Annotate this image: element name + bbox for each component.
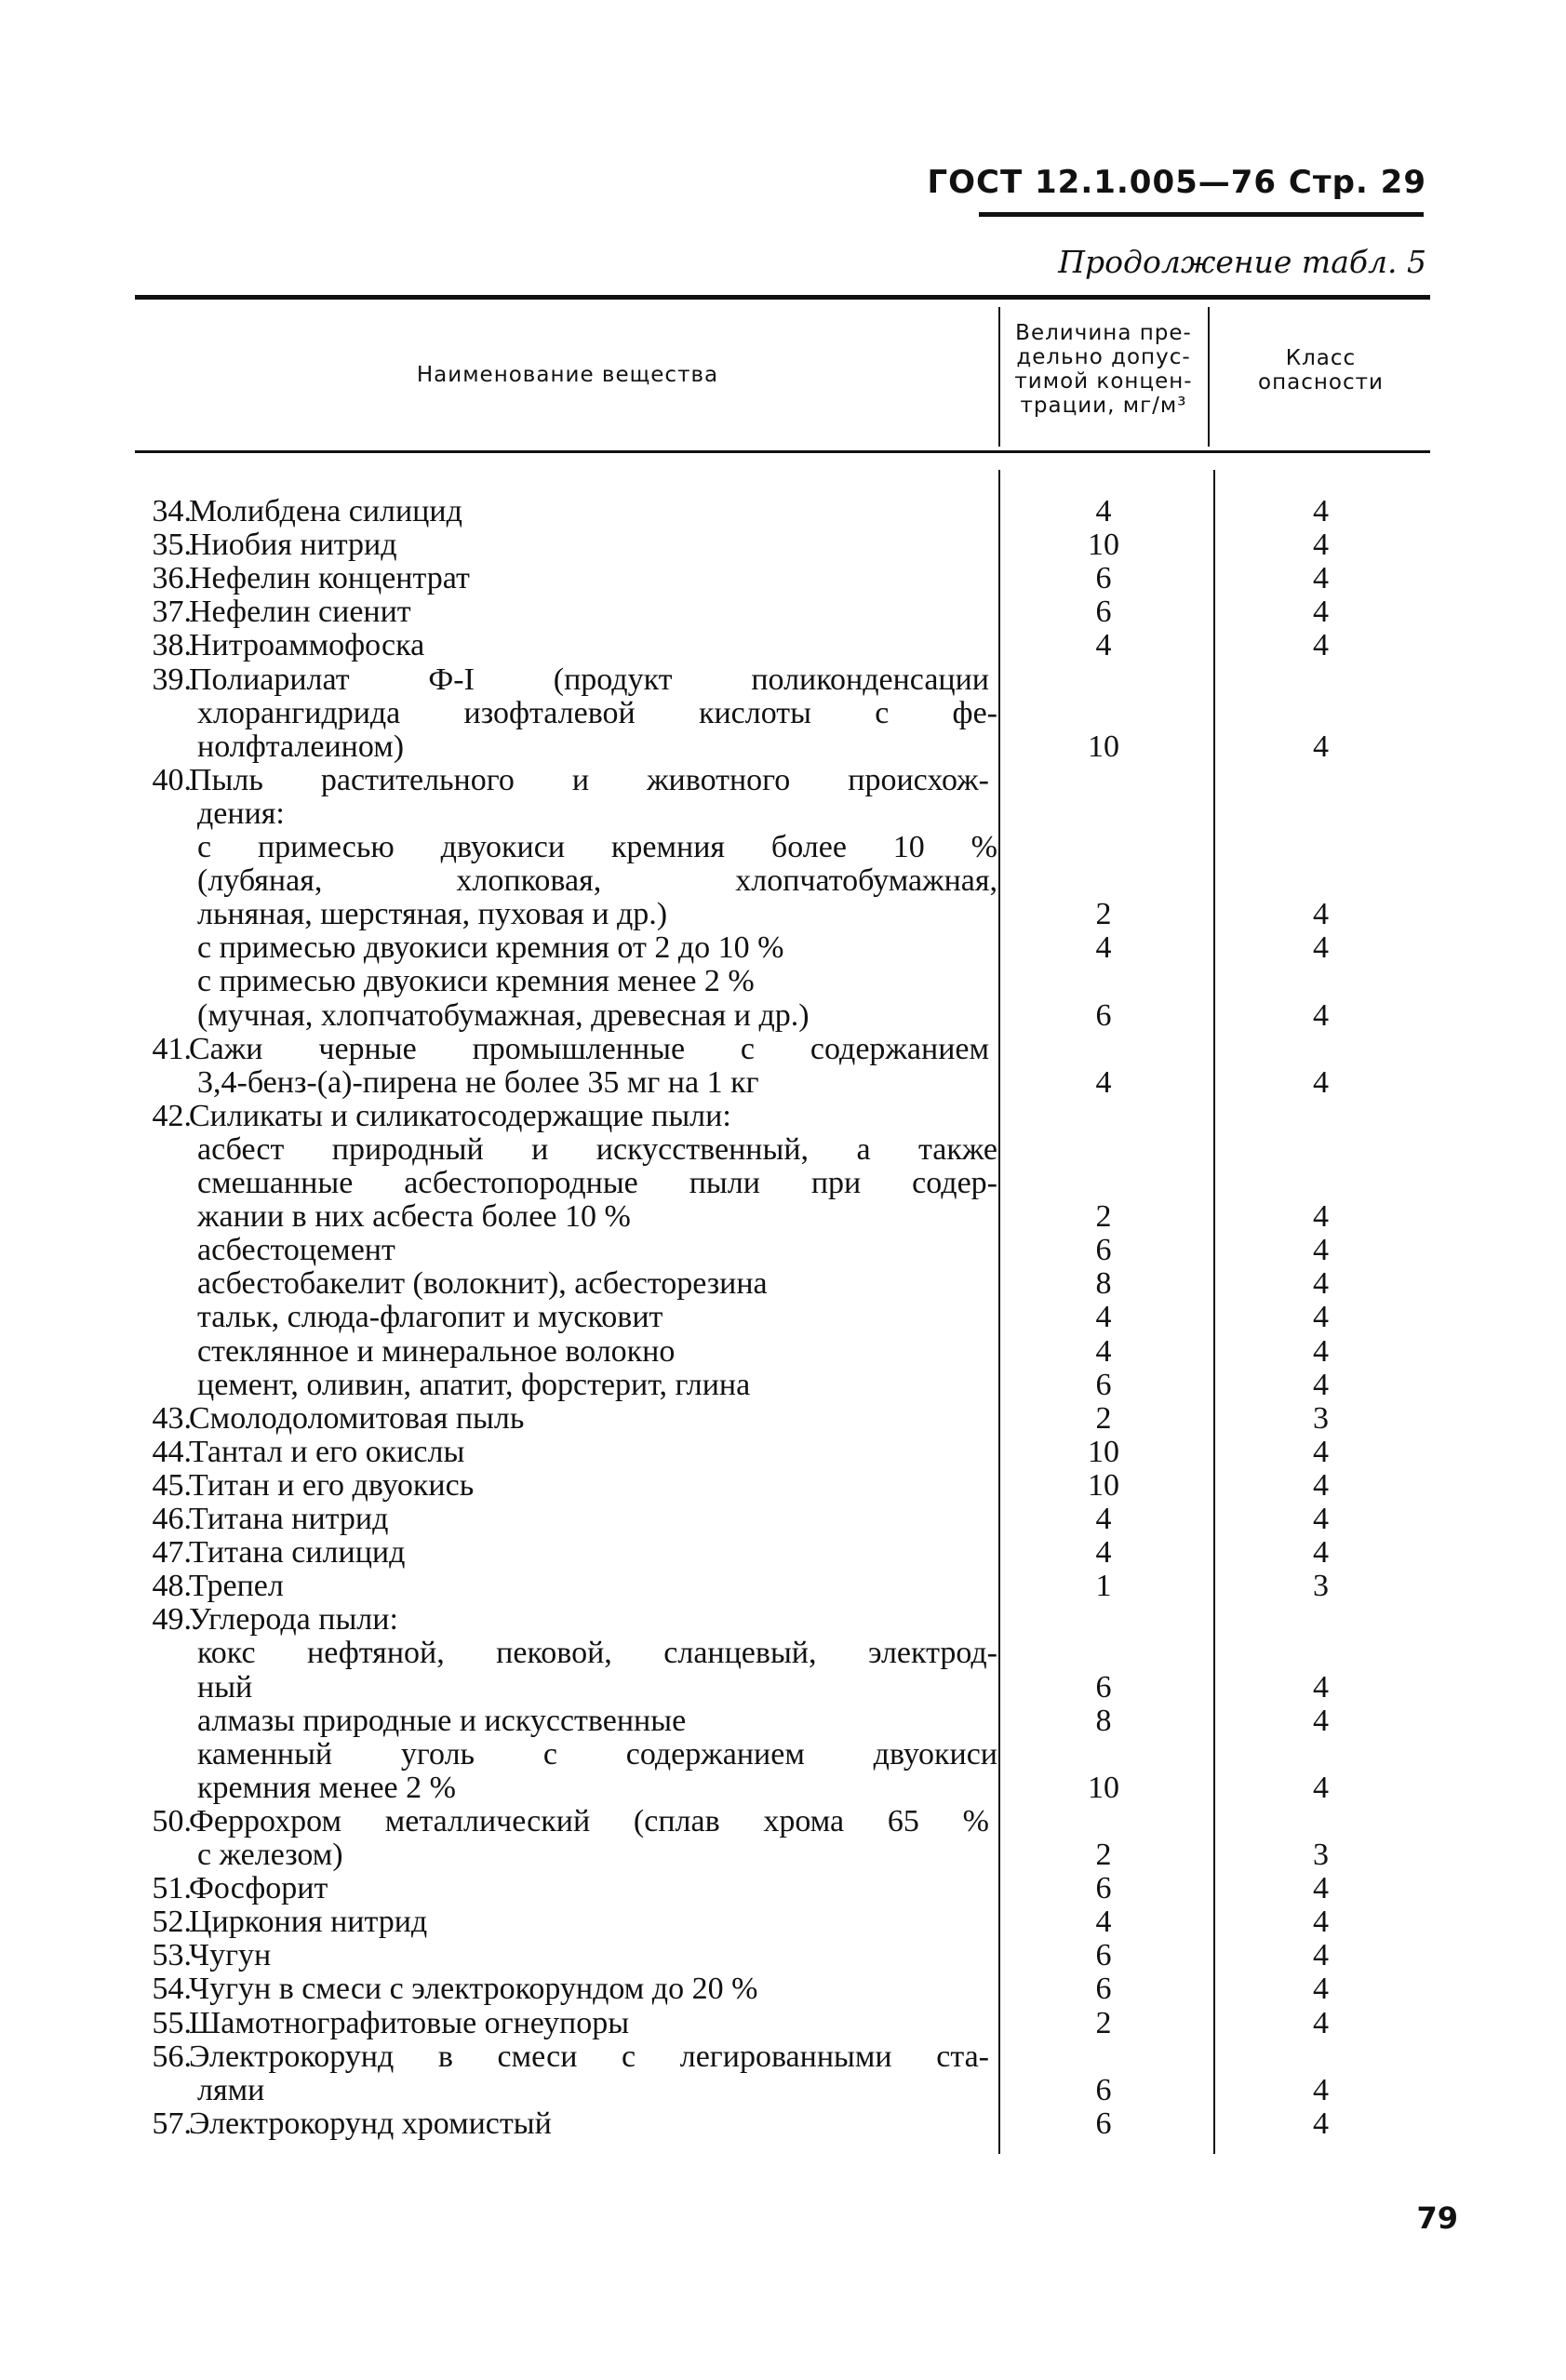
substance-name: стеклянное и минеральное волокно bbox=[197, 1333, 676, 1369]
table-row bbox=[0, 663, 1566, 697]
table-row bbox=[0, 1402, 1566, 1436]
row-number: 54. bbox=[152, 1972, 192, 2007]
row-number: 35. bbox=[152, 528, 192, 563]
table-row bbox=[0, 1838, 1566, 1872]
row-number: 45. bbox=[152, 1467, 192, 1503]
table-row bbox=[0, 528, 1566, 562]
hazard-class: 4 bbox=[1313, 628, 1329, 663]
table-row bbox=[0, 1671, 1566, 1705]
substance-name: Ниобия нитрид bbox=[189, 528, 397, 563]
limit-value: 6 bbox=[1095, 2072, 1112, 2107]
substance-name: ный bbox=[197, 1669, 253, 1705]
hazard-class: 4 bbox=[1313, 2072, 1329, 2107]
substance-name: Фосфорит bbox=[189, 1871, 328, 1906]
substance-name: с примесью двуокиси кремния менее 2 % bbox=[197, 964, 755, 999]
row-number: 53. bbox=[152, 1938, 192, 1973]
hazard-class: 4 bbox=[1313, 1905, 1329, 1940]
substance-name: Молибдена силицид bbox=[189, 494, 462, 528]
page-header-code: ГОСТ 12.1.005—76 Стр. 29 bbox=[927, 164, 1426, 201]
limit-value: 6 bbox=[1095, 1871, 1112, 1906]
limit-value: 2 bbox=[1095, 1199, 1112, 1235]
hazard-class: 4 bbox=[1313, 1770, 1329, 1805]
limit-value: 4 bbox=[1095, 1333, 1112, 1369]
substance-name: асбест природный и искусственный, а также bbox=[197, 1131, 997, 1167]
substance-name: Углерода пыли: bbox=[189, 1602, 398, 1638]
hazard-class: 4 bbox=[1313, 1972, 1329, 2007]
substance-name: Нефелин сиенит bbox=[189, 595, 411, 630]
limit-value: 2 bbox=[1095, 1838, 1112, 1872]
hazard-class: 4 bbox=[1313, 1266, 1329, 1302]
substance-name: с примесью двуокиси кремния более 10 % bbox=[197, 830, 997, 864]
substance-name: Циркония нитрид bbox=[189, 1905, 428, 1940]
substance-name: Нитроаммофоска bbox=[189, 628, 425, 663]
column-header-limit-value: Величина пре- дельно допус- тимой концен- трации, мг/м³ bbox=[1014, 321, 1193, 418]
substance-name: лями bbox=[197, 2072, 265, 2107]
table-row bbox=[0, 562, 1566, 595]
hazard-class: 3 bbox=[1313, 1838, 1329, 1872]
substance-name: кремния менее 2 % bbox=[197, 1770, 456, 1805]
row-number: 48. bbox=[152, 1569, 192, 1604]
substance-name: тальк, слюда-флагопит и мусковит bbox=[197, 1300, 663, 1335]
table-row bbox=[0, 1972, 1566, 2006]
hazard-class: 4 bbox=[1313, 1535, 1329, 1571]
substance-name: (лубяная, хлопковая, хлопчатобумажная, bbox=[197, 863, 997, 899]
table-row bbox=[0, 1066, 1566, 1100]
table-row bbox=[0, 495, 1566, 528]
limit-value: 10 bbox=[1088, 1770, 1119, 1805]
row-number: 44. bbox=[152, 1434, 192, 1469]
hazard-class: 4 bbox=[1313, 2106, 1329, 2141]
limit-value: 4 bbox=[1095, 930, 1112, 966]
substance-name: Электрокорунд хромистый bbox=[189, 2106, 552, 2141]
limit-value: 10 bbox=[1088, 729, 1119, 764]
limit-value: 8 bbox=[1095, 1266, 1112, 1302]
table-row bbox=[0, 1100, 1566, 1133]
limit-value: 6 bbox=[1095, 997, 1112, 1033]
limit-value: 6 bbox=[1095, 1233, 1112, 1268]
table-row bbox=[0, 999, 1566, 1033]
hazard-class: 4 bbox=[1313, 528, 1329, 563]
limit-value: 6 bbox=[1095, 2106, 1112, 2141]
table-row bbox=[0, 898, 1566, 931]
table-row bbox=[0, 2040, 1566, 2074]
limit-value: 6 bbox=[1095, 561, 1112, 596]
row-number: 43. bbox=[152, 1400, 192, 1436]
substance-name: асбестоцемент bbox=[197, 1233, 395, 1268]
limit-value: 4 bbox=[1095, 1502, 1112, 1536]
row-number: 38. bbox=[152, 628, 192, 663]
row-number: 50. bbox=[152, 1803, 192, 1838]
substance-name: Чугун bbox=[189, 1938, 272, 1973]
hazard-class: 4 bbox=[1313, 494, 1329, 528]
table-row bbox=[0, 730, 1566, 764]
row-number: 52. bbox=[152, 1905, 192, 1940]
substance-name: Феррохром металлический (сплав хрома 65 % bbox=[189, 1803, 989, 1838]
row-number: 41. bbox=[152, 1031, 192, 1066]
limit-value: 2 bbox=[1095, 2005, 1112, 2040]
table-row bbox=[0, 2107, 1566, 2141]
substance-name: с железом) bbox=[197, 1838, 343, 1872]
limit-value: 10 bbox=[1088, 1467, 1119, 1503]
table-row bbox=[0, 1536, 1566, 1570]
row-number: 51. bbox=[152, 1871, 192, 1906]
hazard-class: 4 bbox=[1313, 930, 1329, 966]
hazard-class: 3 bbox=[1313, 1400, 1329, 1436]
limit-value: 2 bbox=[1095, 897, 1112, 932]
limit-value: 10 bbox=[1088, 528, 1119, 563]
substance-name: Шамотнографитовые огнеупоры bbox=[189, 2005, 630, 2040]
table-row bbox=[0, 931, 1566, 965]
hazard-class: 4 bbox=[1313, 1703, 1329, 1738]
hazard-class: 4 bbox=[1313, 1367, 1329, 1402]
substance-name: Смолодоломитовая пыль bbox=[189, 1400, 525, 1436]
limit-value: 6 bbox=[1095, 1938, 1112, 1973]
substance-name: Титана нитрид bbox=[189, 1502, 389, 1536]
substance-name: Нефелин концентрат bbox=[189, 561, 470, 596]
table-row bbox=[0, 1905, 1566, 1939]
row-number: 40. bbox=[152, 762, 192, 797]
limit-value: 6 bbox=[1095, 1669, 1112, 1705]
substance-name: Силикаты и силикатосодержащие пыли: bbox=[189, 1098, 731, 1133]
table-row bbox=[0, 1436, 1566, 1469]
row-number: 36. bbox=[152, 561, 192, 596]
substance-name: (мучная, хлопчатобумажная, древесная и др.) bbox=[197, 997, 810, 1033]
substance-name: льняная, шерстяная, пуховая и др.) bbox=[197, 897, 668, 932]
substance-name: с примесью двуокиси кремния от 2 до 10 % bbox=[197, 930, 784, 966]
row-number: 46. bbox=[152, 1502, 192, 1536]
limit-value: 4 bbox=[1095, 1535, 1112, 1571]
limit-value: 10 bbox=[1088, 1434, 1119, 1469]
table-row bbox=[0, 1200, 1566, 1234]
limit-value: 2 bbox=[1095, 1400, 1112, 1436]
substance-name: дения: bbox=[197, 796, 285, 831]
table-row bbox=[0, 1705, 1566, 1738]
table-row bbox=[0, 1570, 1566, 1603]
hazard-class: 4 bbox=[1313, 1871, 1329, 1906]
hazard-class: 4 bbox=[1313, 595, 1329, 630]
table-continuation-label: Продолжение табл. 5 bbox=[1058, 244, 1426, 280]
limit-value: 4 bbox=[1095, 1300, 1112, 1335]
table-row bbox=[0, 629, 1566, 662]
substance-name: жании в них асбеста более 10 % bbox=[197, 1199, 631, 1235]
hazard-class: 4 bbox=[1313, 1233, 1329, 1268]
table-row bbox=[0, 1939, 1566, 1972]
hazard-class: 4 bbox=[1313, 897, 1329, 932]
column-header-substance: Наименование вещества bbox=[416, 363, 719, 387]
substance-name: Титана силицид bbox=[189, 1535, 406, 1571]
limit-value: 6 bbox=[1095, 595, 1112, 630]
limit-value: 6 bbox=[1095, 1367, 1112, 1402]
substance-name: кокс нефтяной, пековой, сланцевый, электрод- bbox=[197, 1636, 997, 1671]
table-row bbox=[0, 1301, 1566, 1334]
table-row bbox=[0, 697, 1566, 730]
substance-name: алмазы природные и искусственные bbox=[197, 1703, 687, 1738]
hazard-class: 4 bbox=[1313, 1434, 1329, 1469]
limit-value: 6 bbox=[1095, 1972, 1112, 2007]
table-row bbox=[0, 1469, 1566, 1503]
table-row bbox=[0, 1872, 1566, 1905]
limit-value: 4 bbox=[1095, 1905, 1112, 1940]
row-number: 42. bbox=[152, 1098, 192, 1133]
limit-value: 1 bbox=[1095, 1569, 1112, 1604]
row-number: 39. bbox=[152, 662, 192, 697]
substance-name: Тантал и его окислы bbox=[189, 1434, 465, 1469]
substance-name: Полиарилат Ф-I (продукт поликонденсации bbox=[189, 662, 989, 697]
table-row bbox=[0, 1335, 1566, 1369]
substance-name: Трепел bbox=[189, 1569, 284, 1604]
substance-name: Электрокорунд в смеси с легированными ста- bbox=[189, 2039, 989, 2074]
substance-name: нолфталеином) bbox=[197, 729, 405, 764]
limit-value: 4 bbox=[1095, 494, 1112, 528]
substance-name: 3,4-бенз-(а)-пирена не более 35 мг на 1 кг bbox=[197, 1064, 759, 1100]
table-row bbox=[0, 1772, 1566, 1805]
hazard-class: 4 bbox=[1313, 729, 1329, 764]
column-divider bbox=[1208, 307, 1210, 447]
table-row bbox=[0, 1805, 1566, 1838]
substance-name: асбестобакелит (волокнит), асбесторезина bbox=[197, 1266, 768, 1302]
hazard-class: 4 bbox=[1313, 1502, 1329, 1536]
hazard-class: 4 bbox=[1313, 561, 1329, 596]
table-row bbox=[0, 1369, 1566, 1402]
table-row bbox=[0, 764, 1566, 797]
limit-value: 8 bbox=[1095, 1703, 1112, 1738]
table-row bbox=[0, 965, 1566, 998]
column-header-hazard-class: Класс опасности bbox=[1258, 346, 1384, 394]
table-row bbox=[0, 2007, 1566, 2040]
hazard-class: 3 bbox=[1313, 1569, 1329, 1604]
hazard-class: 4 bbox=[1313, 1938, 1329, 1973]
hazard-class: 4 bbox=[1313, 1333, 1329, 1369]
table-top-rule bbox=[135, 295, 1430, 300]
row-number: 34. bbox=[152, 494, 192, 528]
hazard-class: 4 bbox=[1313, 1064, 1329, 1100]
substance-name: Чугун в смеси с электрокорундом до 20 % bbox=[189, 1972, 758, 2007]
table-row bbox=[0, 1603, 1566, 1637]
table-header-rule bbox=[135, 450, 1430, 453]
row-number: 56. bbox=[152, 2039, 192, 2074]
table-row bbox=[0, 831, 1566, 864]
substance-name: хлорангидрида изофталевой кислоты с фе- bbox=[197, 695, 997, 730]
table-row bbox=[0, 1738, 1566, 1772]
substance-name: Сажи черные промышленные с содержанием bbox=[189, 1031, 989, 1066]
table-row bbox=[0, 1234, 1566, 1267]
limit-value: 4 bbox=[1095, 628, 1112, 663]
hazard-class: 4 bbox=[1313, 1199, 1329, 1235]
table-row bbox=[0, 1637, 1566, 1670]
row-number: 47. bbox=[152, 1535, 192, 1571]
substance-name: смешанные асбестопородные пыли при содер- bbox=[197, 1166, 997, 1200]
substance-name: каменный уголь с содержанием двуокиси bbox=[197, 1736, 997, 1772]
substance-name: цемент, оливин, апатит, форстерит, глина bbox=[197, 1367, 751, 1402]
table-row bbox=[0, 797, 1566, 831]
table-row bbox=[0, 1503, 1566, 1536]
hazard-class: 4 bbox=[1313, 1669, 1329, 1705]
table-row bbox=[0, 864, 1566, 898]
row-number: 55. bbox=[152, 2005, 192, 2040]
row-number: 49. bbox=[152, 1602, 192, 1638]
hazard-class: 4 bbox=[1313, 1300, 1329, 1335]
row-number: 37. bbox=[152, 595, 192, 630]
hazard-class: 4 bbox=[1313, 2005, 1329, 2040]
table-row bbox=[0, 595, 1566, 629]
hazard-class: 4 bbox=[1313, 1467, 1329, 1503]
table-row bbox=[0, 1267, 1566, 1301]
hazard-class: 4 bbox=[1313, 997, 1329, 1033]
substance-name: Пыль растительного и животного происхож- bbox=[189, 762, 989, 797]
table-row bbox=[0, 1133, 1566, 1167]
header-rule bbox=[979, 212, 1424, 217]
limit-value: 4 bbox=[1095, 1064, 1112, 1100]
table-row bbox=[0, 1167, 1566, 1200]
table-row bbox=[0, 2074, 1566, 2107]
row-number: 57. bbox=[152, 2106, 192, 2141]
table-row bbox=[0, 1033, 1566, 1066]
page-number: 79 bbox=[1416, 2200, 1458, 2236]
substance-name: Титан и его двуокись bbox=[189, 1467, 475, 1503]
